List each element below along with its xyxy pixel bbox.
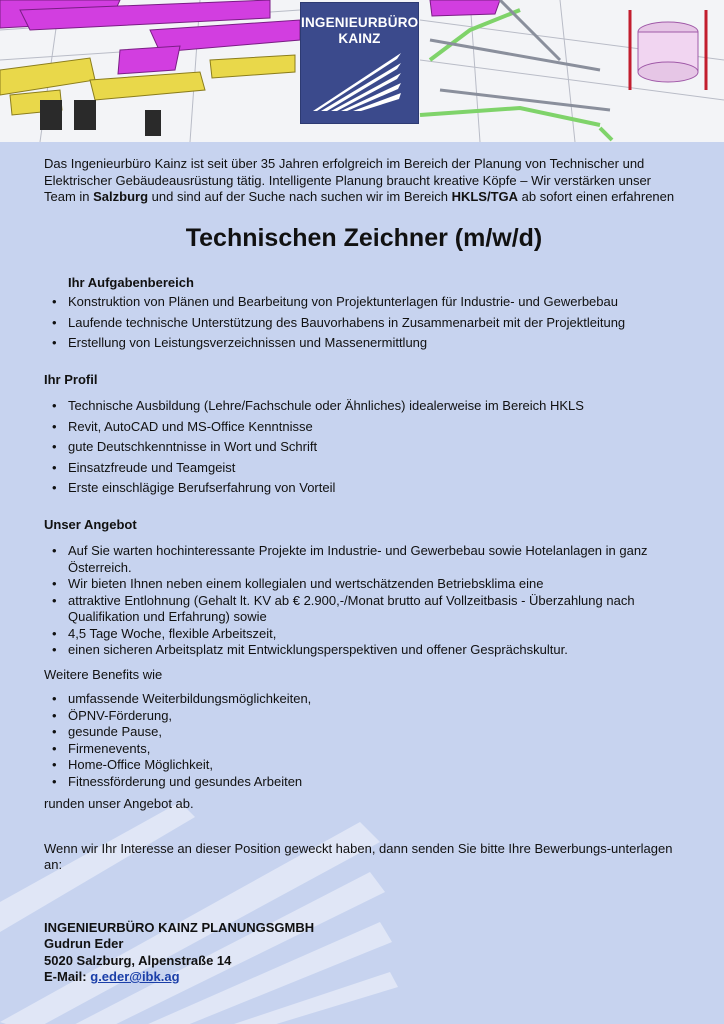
list-item: • Einsatzfreude und Teamgeist bbox=[44, 460, 684, 477]
intro-paragraph bbox=[44, 156, 684, 206]
header-cad-banner bbox=[0, 0, 724, 142]
tasks-heading: Ihr Aufgabenbereich bbox=[68, 274, 194, 290]
list-item: • einen sicheren Arbeitsplatz mit Entwicklungsperspektiven und offener Gesprächskultur. bbox=[44, 642, 684, 659]
list-item: • attraktive Entlohnung (Gehalt lt. KV ab € 2.900,-/Monat brutto auf Vollzeitbasis - Überzahlung nach Qualifikation und Erfahrung) sowie bbox=[44, 593, 684, 626]
benefits-list bbox=[44, 691, 684, 790]
benefits-intro: Weitere Benefits wie bbox=[44, 666, 163, 682]
company-logo bbox=[301, 3, 418, 123]
tasks-list bbox=[44, 294, 684, 352]
offer-list bbox=[44, 543, 684, 659]
contact-person: Gudrun Eder bbox=[44, 936, 124, 951]
list-item: • umfassende Weiterbildungsmöglichkeiten, bbox=[44, 691, 684, 708]
list-item: • gesunde Pause, bbox=[44, 724, 684, 741]
intro-text-3: ab sofort einen erfahrenen bbox=[518, 189, 675, 204]
logo-line-1: INGENIEURBÜRO bbox=[301, 15, 419, 30]
logo-mark-icon bbox=[301, 3, 418, 123]
list-item: • Erstellung von Leistungsverzeichnissen und Massenermittlung bbox=[44, 335, 684, 352]
intro-text-1: Das Ingenieurbüro Kainz ist seit über 35 Jahren erfolgreich im Bereich der Planung von Technischer und Elektrischer Gebäudeausrüstung tätig. Intelligente Planung braucht kreative Köpfe – Wir verstärken unser Team in bbox=[44, 156, 652, 204]
list-item: • Technische Ausbildung (Lehre/Fachschule oder Ähnliches) idealerweise im Bereich HKLS bbox=[44, 398, 684, 415]
list-item: • gute Deutschkenntnisse in Wort und Schrift bbox=[44, 439, 684, 456]
email-link[interactable]: g.eder@ibk.ag bbox=[90, 969, 180, 984]
contact-company: INGENIEURBÜRO KAINZ PLANUNGSGMBH bbox=[44, 919, 315, 935]
intro-field: HKLS/TGA bbox=[451, 189, 519, 204]
contact-address: 5020 Salzburg, Alpenstraße 14 bbox=[44, 952, 232, 968]
profile-list bbox=[44, 398, 684, 497]
application-text: Wenn wir Ihr Interesse an dieser Position geweckt haben, dann senden Sie bitte Ihre Bewerbungs-unterlagen an: bbox=[44, 840, 673, 872]
list-item: • Konstruktion von Plänen und Bearbeitung von Projektunterlagen für Industrie- und Gewerbebau bbox=[44, 294, 684, 311]
email-label: E-Mail: bbox=[44, 969, 87, 984]
intro-text-2: und sind auf der Suche nach suchen wir im Bereich bbox=[148, 189, 452, 204]
benefits-outro: runden unser Angebot ab. bbox=[44, 796, 194, 811]
list-item: • Home-Office Möglichkeit, bbox=[44, 757, 684, 774]
contact-block bbox=[44, 920, 684, 986]
offer-heading: Unser Angebot bbox=[44, 516, 137, 532]
list-item: • ÖPNV-Förderung, bbox=[44, 708, 684, 725]
intro-city: Salzburg bbox=[93, 189, 149, 204]
contact-email-row bbox=[44, 969, 684, 986]
logo-line-2: KAINZ bbox=[338, 31, 381, 46]
list-item: • Wir bieten Ihnen neben einem kollegialen und wertschätzenden Betriebsklima eine bbox=[44, 576, 684, 593]
list-item: • Erste einschlägige Berufserfahrung von Vorteil bbox=[44, 480, 684, 497]
list-item: • Laufende technische Unterstützung des Bauvorhabens in Zusammenarbeit mit der Projektleitung bbox=[44, 315, 684, 332]
profile-heading: Ihr Profil bbox=[44, 371, 98, 387]
list-item: • Auf Sie warten hochinteressante Projekte im Industrie- und Gewerbebau sowie Hotelanlagen in ganz Österreich. bbox=[44, 543, 684, 576]
job-title: Technischen Zeichner (m/w/d) bbox=[185, 223, 543, 252]
list-item: • 4,5 Tage Woche, flexible Arbeitszeit, bbox=[44, 626, 684, 643]
job-posting bbox=[44, 156, 684, 986]
list-item: • Firmenevents, bbox=[44, 741, 684, 758]
list-item: • Revit, AutoCAD und MS-Office Kenntnisse bbox=[44, 419, 684, 436]
list-item: • Fitnessförderung und gesundes Arbeiten bbox=[44, 774, 684, 791]
